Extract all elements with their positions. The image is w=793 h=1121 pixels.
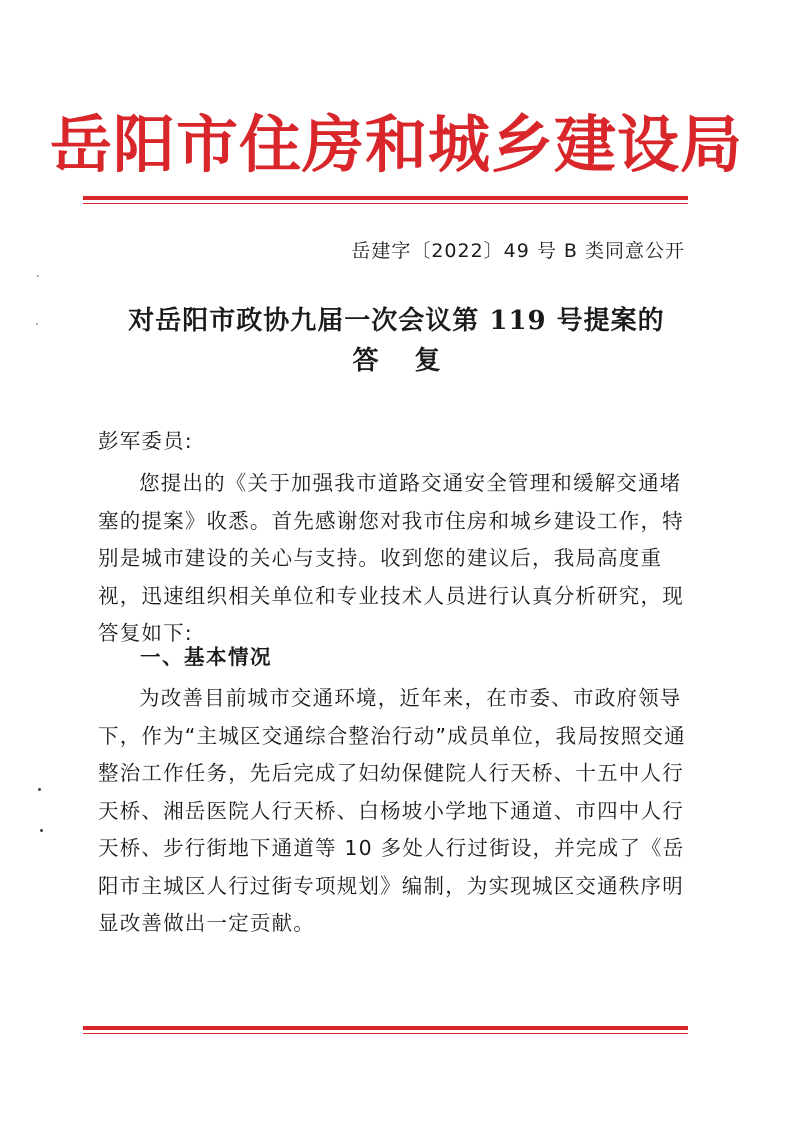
scan-speck — [36, 323, 38, 325]
header-divider — [83, 196, 688, 204]
scan-speck — [40, 829, 43, 832]
footer-divider — [83, 1026, 688, 1034]
salutation: 彭军委员: — [98, 429, 193, 453]
paragraph-text: 您提出的《关于加强我市道路交通安全管理和缓解交通堵塞的提案》收悉。首先感谢您对我市住房和城乡建设工作，特别是城市建设的关心与支持。收到您的建议后，我局高度重视，迅速组织相关单位和专业技术人员进行认真分析研究，现答复如下: — [98, 471, 684, 645]
scan-speck — [37, 275, 39, 277]
section-heading: 一、基本情况 — [140, 645, 272, 669]
scan-speck — [38, 788, 41, 791]
organization-header: 岳阳市住房和城乡建设局 — [49, 108, 743, 181]
paragraph-text: 为改善目前城市交通环境，近年来，在市委、市政府领导下，作为“主城区交通综合整治行动”成员单位，我局按照交通整治工作任务，先后完成了妇幼保健院人行天桥、十五中人行天桥、湘岳医院人行天桥、白杨坡小学地下通道、市四中人行天桥、步行街地下通道等 10 多处人行过街设，并完成了《岳阳市主城区人行过街专项规划》编制，为实现城区交通秩序明显改善做出一定贡献。 — [98, 686, 686, 935]
document-number: 岳建字〔2022〕49 号 B 类同意公开 — [351, 240, 685, 262]
document-title-line1: 对岳阳市政协九届一次会议第 119 号提案的 — [128, 306, 665, 336]
document-title-line2: 答复 — [352, 346, 477, 376]
body-paragraph-1 — [98, 465, 698, 653]
body-paragraph-2 — [98, 680, 698, 943]
